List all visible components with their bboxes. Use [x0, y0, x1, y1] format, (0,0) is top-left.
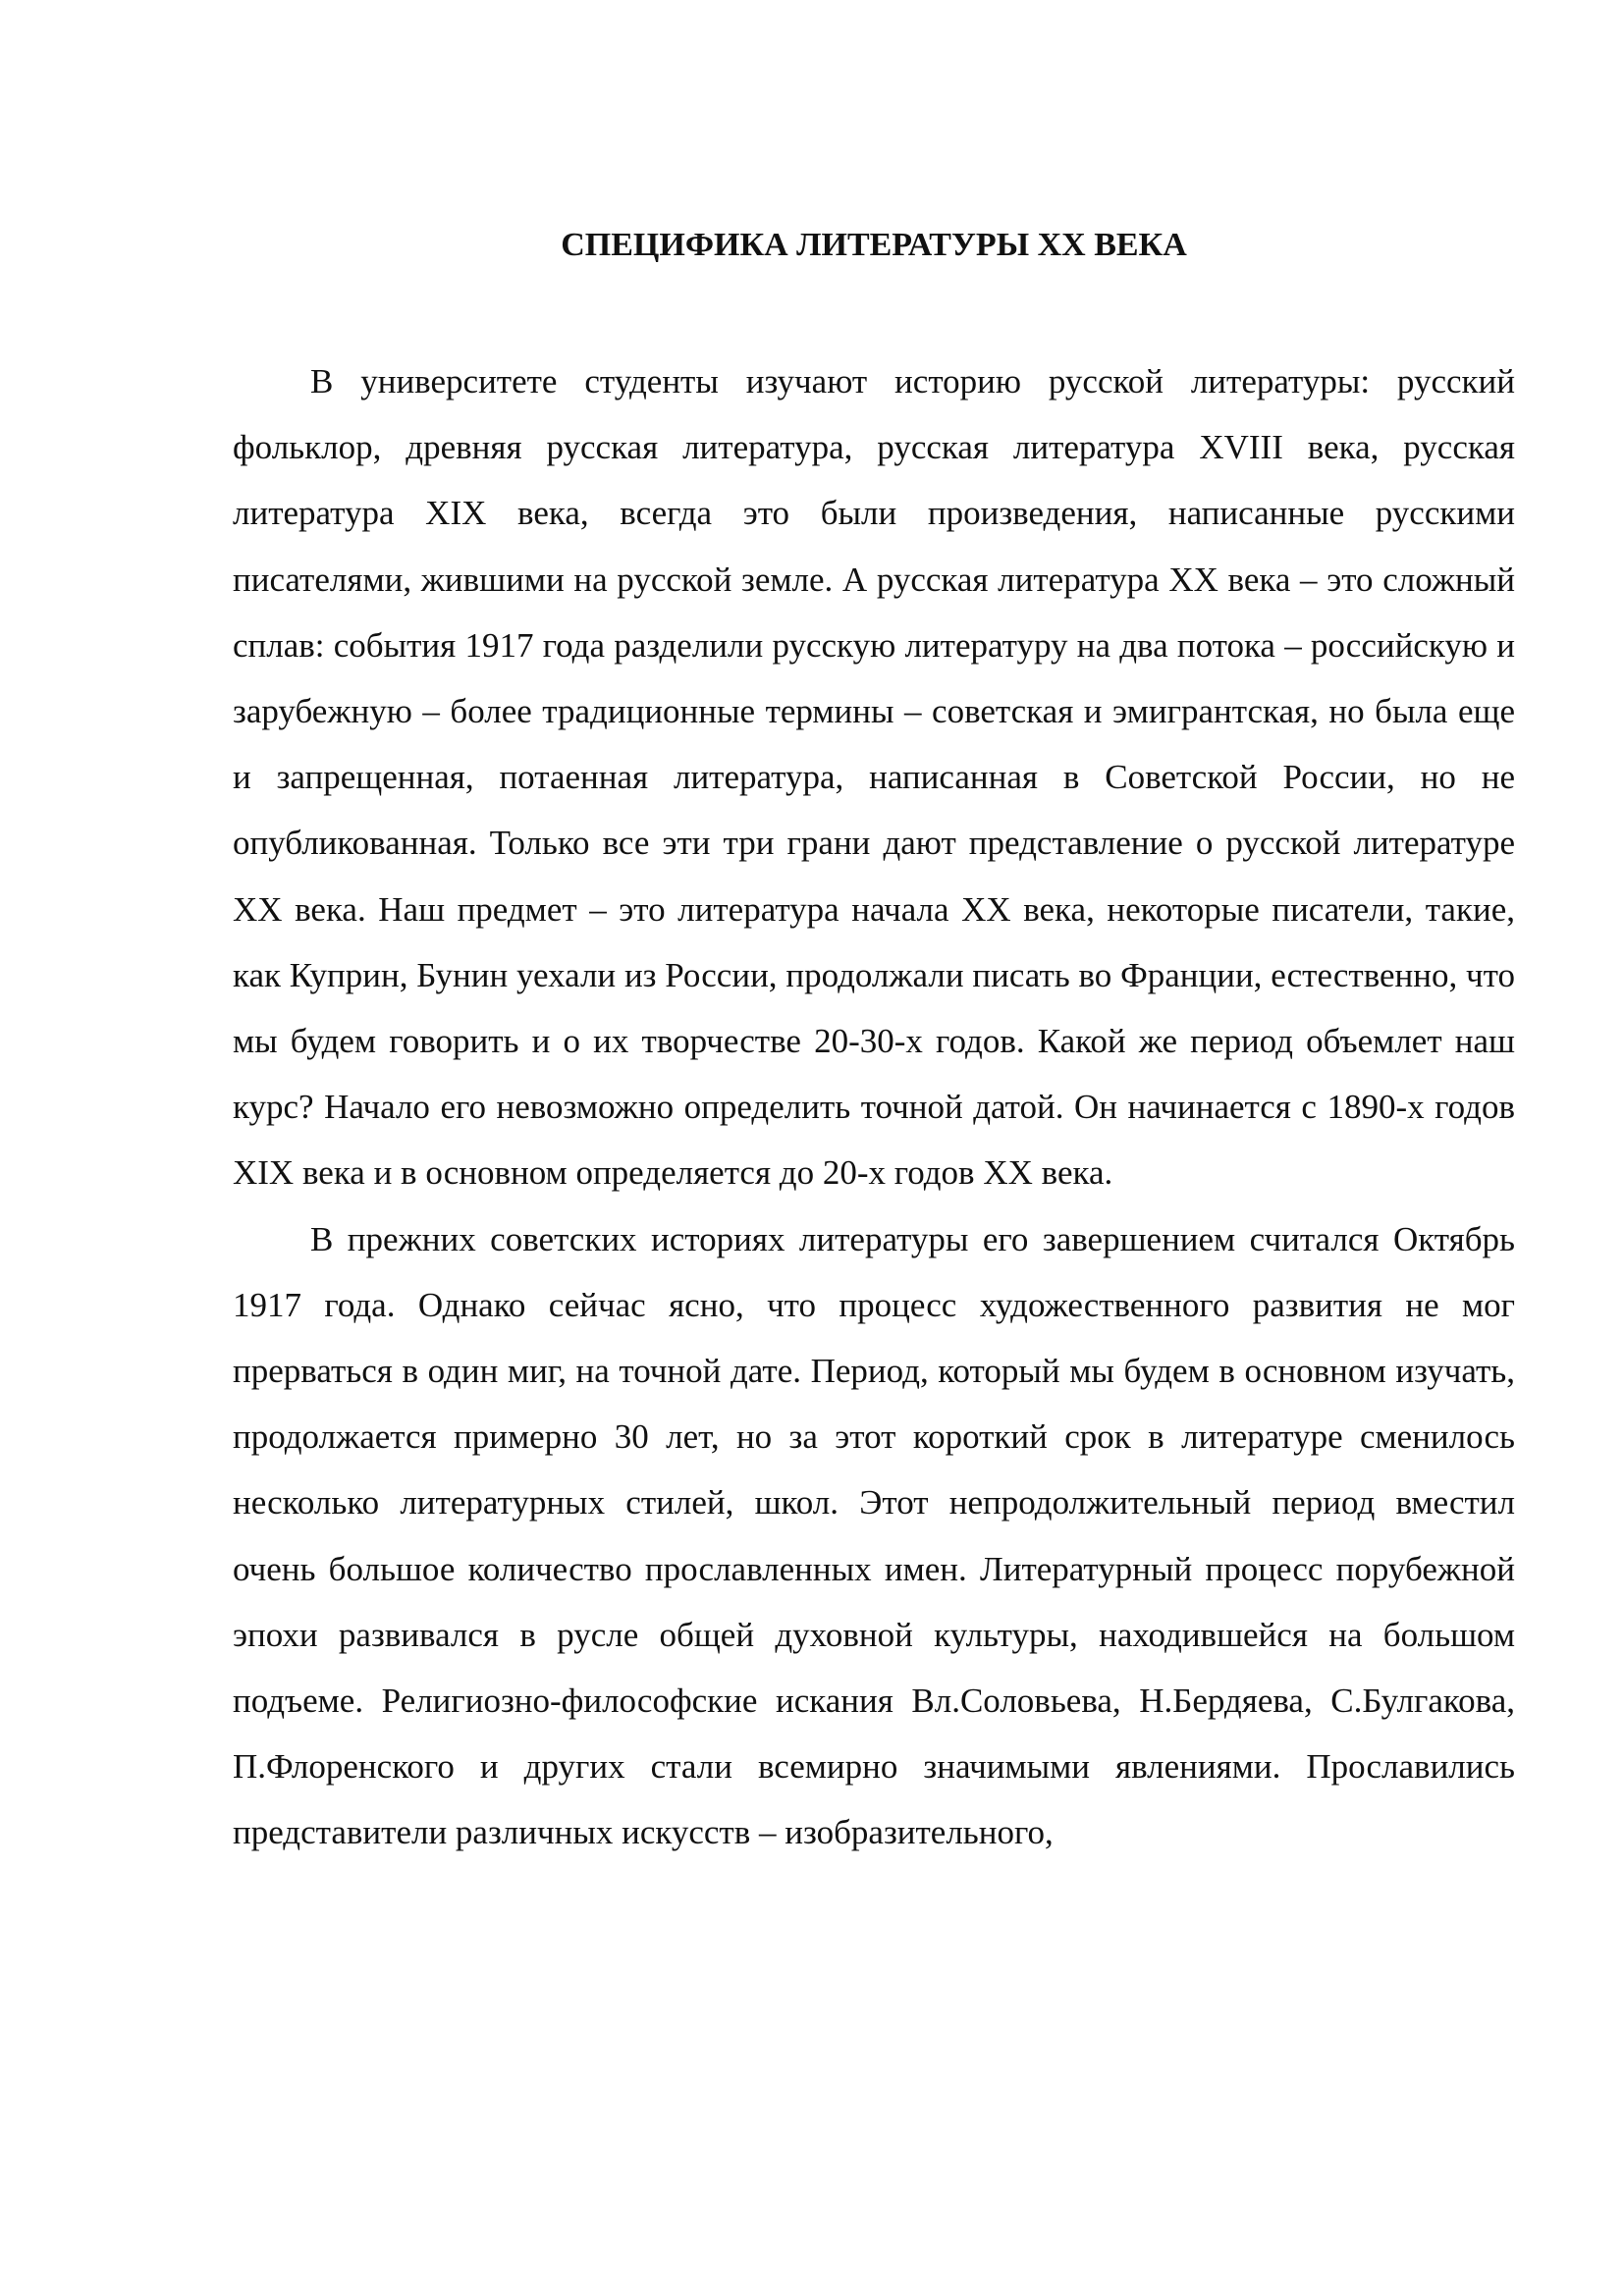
page-title: СПЕЦИФИКА ЛИТЕРАТУРЫ XX ВЕКА [561, 227, 1187, 263]
paragraph-2: В прежних советских историях литературы его завершением считался Октябрь 1917 года. Однако сейчас ясно, что процесс художественного развития не мог прерваться в один миг, на точной дате. Период, который мы будем в основном изучать, продолжается примерно 30 лет, но за этот короткий срок в литературе сменилось несколько литературных стилей, школ. Этот непродолжительный период вместил очень большое количество прославленных имен. Литературный процесс порубежной эпохи развивался в русле общей духовной культуры, находившейся на большом подъеме. Религиозно-философские искания Вл.Соловьева, Н.Бердяева, С.Булгакова, П.Флоренского и других стали всемирно значимыми явлениями. Прославились представители различных искусств – изобразительного, [233, 1219, 1515, 1852]
body-text [233, 348, 1515, 1866]
paragraph-1: В университете студенты изучают историю русской литературы: русский фольклор, древняя русская литература, русская литература XVIII века, русская литература XIX века, всегда это были произведения, написанные русскими писателями, жившими на русской земле. А русская литература XX века – это сложный сплав: события 1917 года разделили русскую литературу на два потока – российскую и зарубежную – более традиционные термины – советская и эмигрантская, но была еще и запрещенная, потаенная литература, написанная в Советской России, но не опубликованная. Только все эти три грани дают представление о русской литературе XX века. Наш предмет – это литература начала XX века, некоторые писатели, такие, как Куприн, Бунин уехали из России, продолжали писать во Франции, естественно, что мы будем говорить и о их творчестве 20-30-х годов. Какой же период объемлет наш курс? Начало его невозможно определить точной датой. Он начинается с 1890-х годов XIX века и в основном определяется до 20-х годов XX века. [233, 362, 1515, 1193]
